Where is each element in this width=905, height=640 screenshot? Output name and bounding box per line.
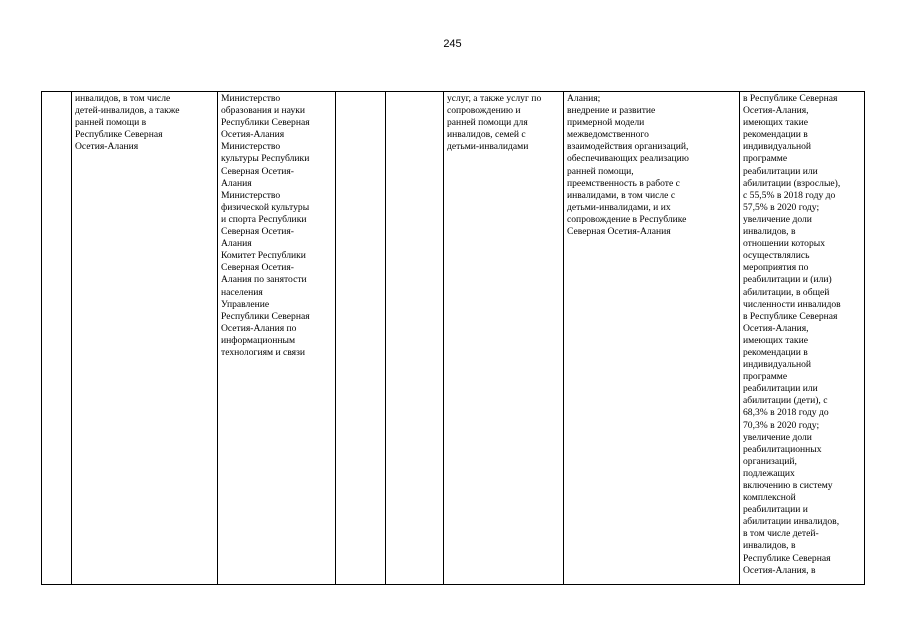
table-cell-end-date bbox=[386, 92, 444, 585]
cell-text: в Республике Северная Осетия-Алания, имеющих такие рекомендации в индивидуальной программе реабилитации или абилитации (взрослые), с 55,5% в 2018 году до 57,5% в 2020 году; увеличение доли инвалидов, в отношении которых осуществлялись мероприятия по реабилитации и (или) абилитации, в общей численности инвалидов в Республике Северная Осетия-Алания, имеющих такие рекомендации в индивидуальной программе реабилитации или абилитации (дети), с 68,3% в 2018 году до 70,3% в 2020 году; увеличение доли реабилитационных организаций, подлежащих включению в систему комплексной реабилитации и абилитации инвалидов, в том числе детей- инвалидов, в Республике Северная Осетия-Алания, в bbox=[743, 93, 841, 576]
cell-text: услуг, а также услуг по сопровождению и ранней помощи для инвалидов, семей с детьми-инвалидами bbox=[447, 93, 542, 153]
table-cell-number bbox=[42, 92, 72, 585]
table-cell-start-date bbox=[336, 92, 386, 585]
page-number: 245 bbox=[443, 38, 462, 50]
cell-text: инвалидов, в том числе детей-инвалидов, а также ранней помощи в Республике Северная Осетия-Алания bbox=[75, 93, 180, 153]
table-row bbox=[42, 92, 865, 585]
document-table bbox=[41, 91, 865, 585]
cell-text: Министерство образования и науки Республики Северная Осетия-Алания Министерство культуры Республики Северная Осетия- Алания Министерство физической культуры и спорта Республики Северная Осетия- Алания Комитет Республики Северная Осетия- Алания по занятости населения Управление Республики Северная Осетия-Алания по информационным технологиям и связи bbox=[221, 93, 310, 358]
table-cell-result bbox=[444, 92, 564, 585]
table-cell-indicators bbox=[740, 92, 865, 585]
table-cell-executors bbox=[218, 92, 336, 585]
cell-text: Алания; внедрение и развитие примерной модели межведомственного взаимодействия организаций, обеспечивающих реализацию ранней помощи, преемственность в работе с инвалидами, в том числе с детьми-инвалидами, и их сопровождение в Республике Северная Осетия-Алания bbox=[567, 93, 689, 238]
table-cell-activities bbox=[564, 92, 740, 585]
table-cell-name bbox=[72, 92, 218, 585]
